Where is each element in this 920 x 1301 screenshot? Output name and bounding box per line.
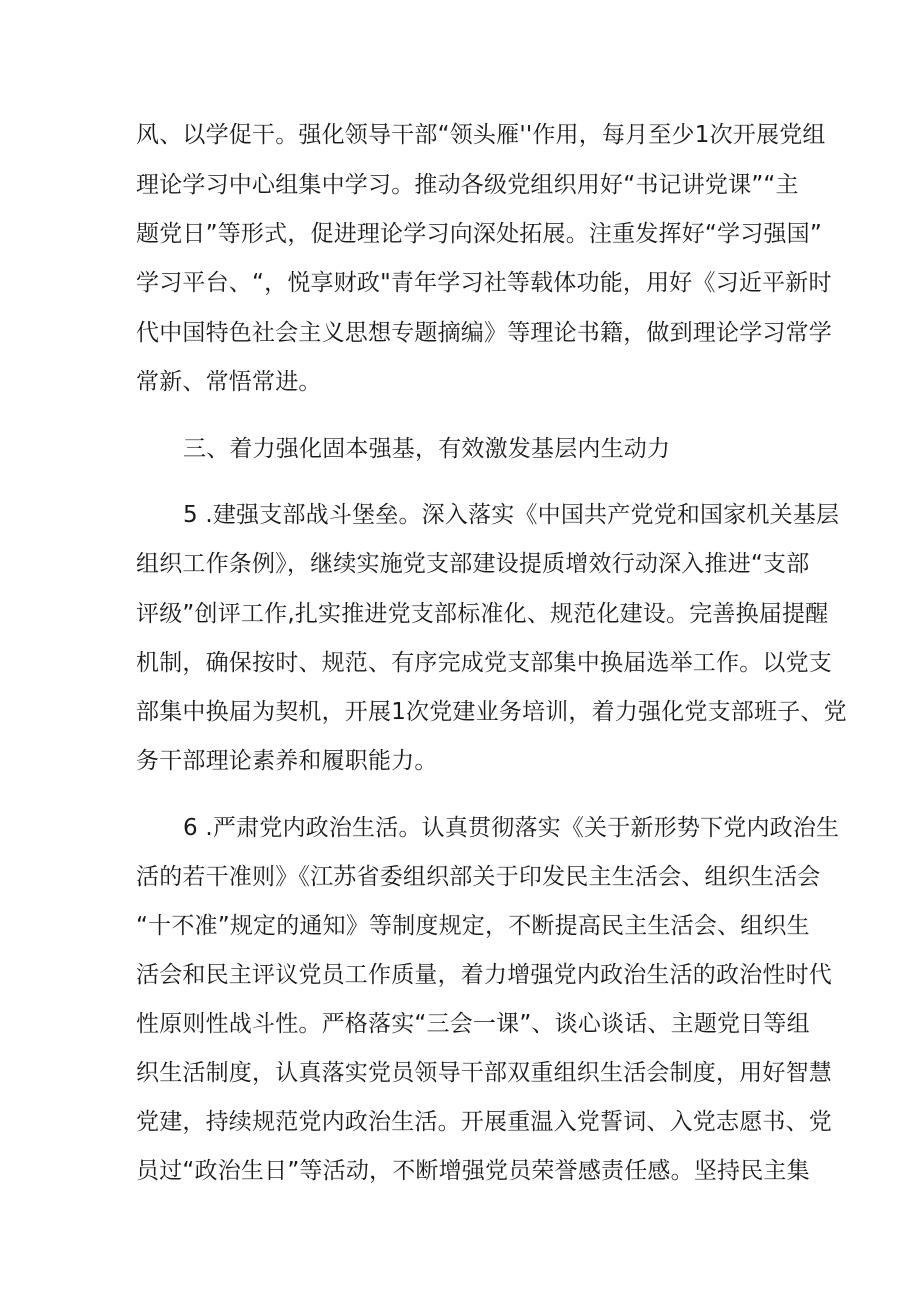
- section-heading: 三、着力强化固本强基，有效激发基层内生动力: [183, 436, 671, 462]
- text-line: 代中国特色社会主义思想专题摘编》等理论书籍，做到理论学习常学: [136, 320, 832, 346]
- text-line: 活的若干准则》《江苏省委组织部关于印发民主生活会、组织生活会: [136, 864, 821, 890]
- text-line: 性原则性战斗性。严格落实“三会一课”、谈心谈话、主题党日等组: [136, 1011, 810, 1037]
- text-line: 组织工作条例》，继续实施党支部建设提质增效行动深入推进“支部: [136, 551, 810, 577]
- text-line: 织生活制度，认真落实党员领导干部双重组织生活会制度，用好智慧: [136, 1060, 832, 1086]
- text-line: 机制，确保按时、规范、有序完成党支部集中换届选举工作。以党支: [136, 650, 832, 676]
- text-line: 6 .严肃党内政治生活。认真贯彻落实《关于新形势下党内政治生: [183, 815, 840, 841]
- text-line: 风、以学促干。强化领导干部“领头雁''作用，每月至少1次开展党组: [136, 122, 826, 148]
- text-line: 理论学习中心组集中学习。推动各级党组织用好“书记讲党课”“主: [136, 172, 799, 198]
- text-line: 员过“政治生日”等活动，不断增强党员荣誉感责任感。坚持民主集: [136, 1158, 810, 1184]
- text-line: 学习平台、“，悦享财政"青年学习社等载体功能，用好《习近平新时: [136, 270, 832, 296]
- text-line: 5 .建强支部战斗堡垒。深入落实《中国共产党党和国家机关基层: [183, 502, 840, 528]
- text-line: 务干部理论素养和履职能力。: [136, 748, 438, 774]
- text-line: 题党日”等形式，促进理论学习向深处拓展。注重发挥好“学习强国”: [136, 221, 822, 247]
- text-line: “十不准”规定的通知》等制度规定，不断提高民主生活会、组织生: [136, 913, 810, 939]
- text-line: 部集中换届为契机，开展1次党建业务培训，着力强化党支部班子、党: [136, 699, 847, 725]
- text-line: 活会和民主评议党员工作质量，着力增强党内政治生活的政治性时代: [136, 962, 832, 988]
- text-line: 常新、常悟常进。: [136, 369, 322, 395]
- text-line: 党建，持续规范党内政治生活。开展重温入党誓词、入党志愿书、党: [136, 1109, 832, 1135]
- text-line: 评级”创评工作,扎实推进党支部标准化、规范化建设。完善换届提醒: [136, 601, 829, 627]
